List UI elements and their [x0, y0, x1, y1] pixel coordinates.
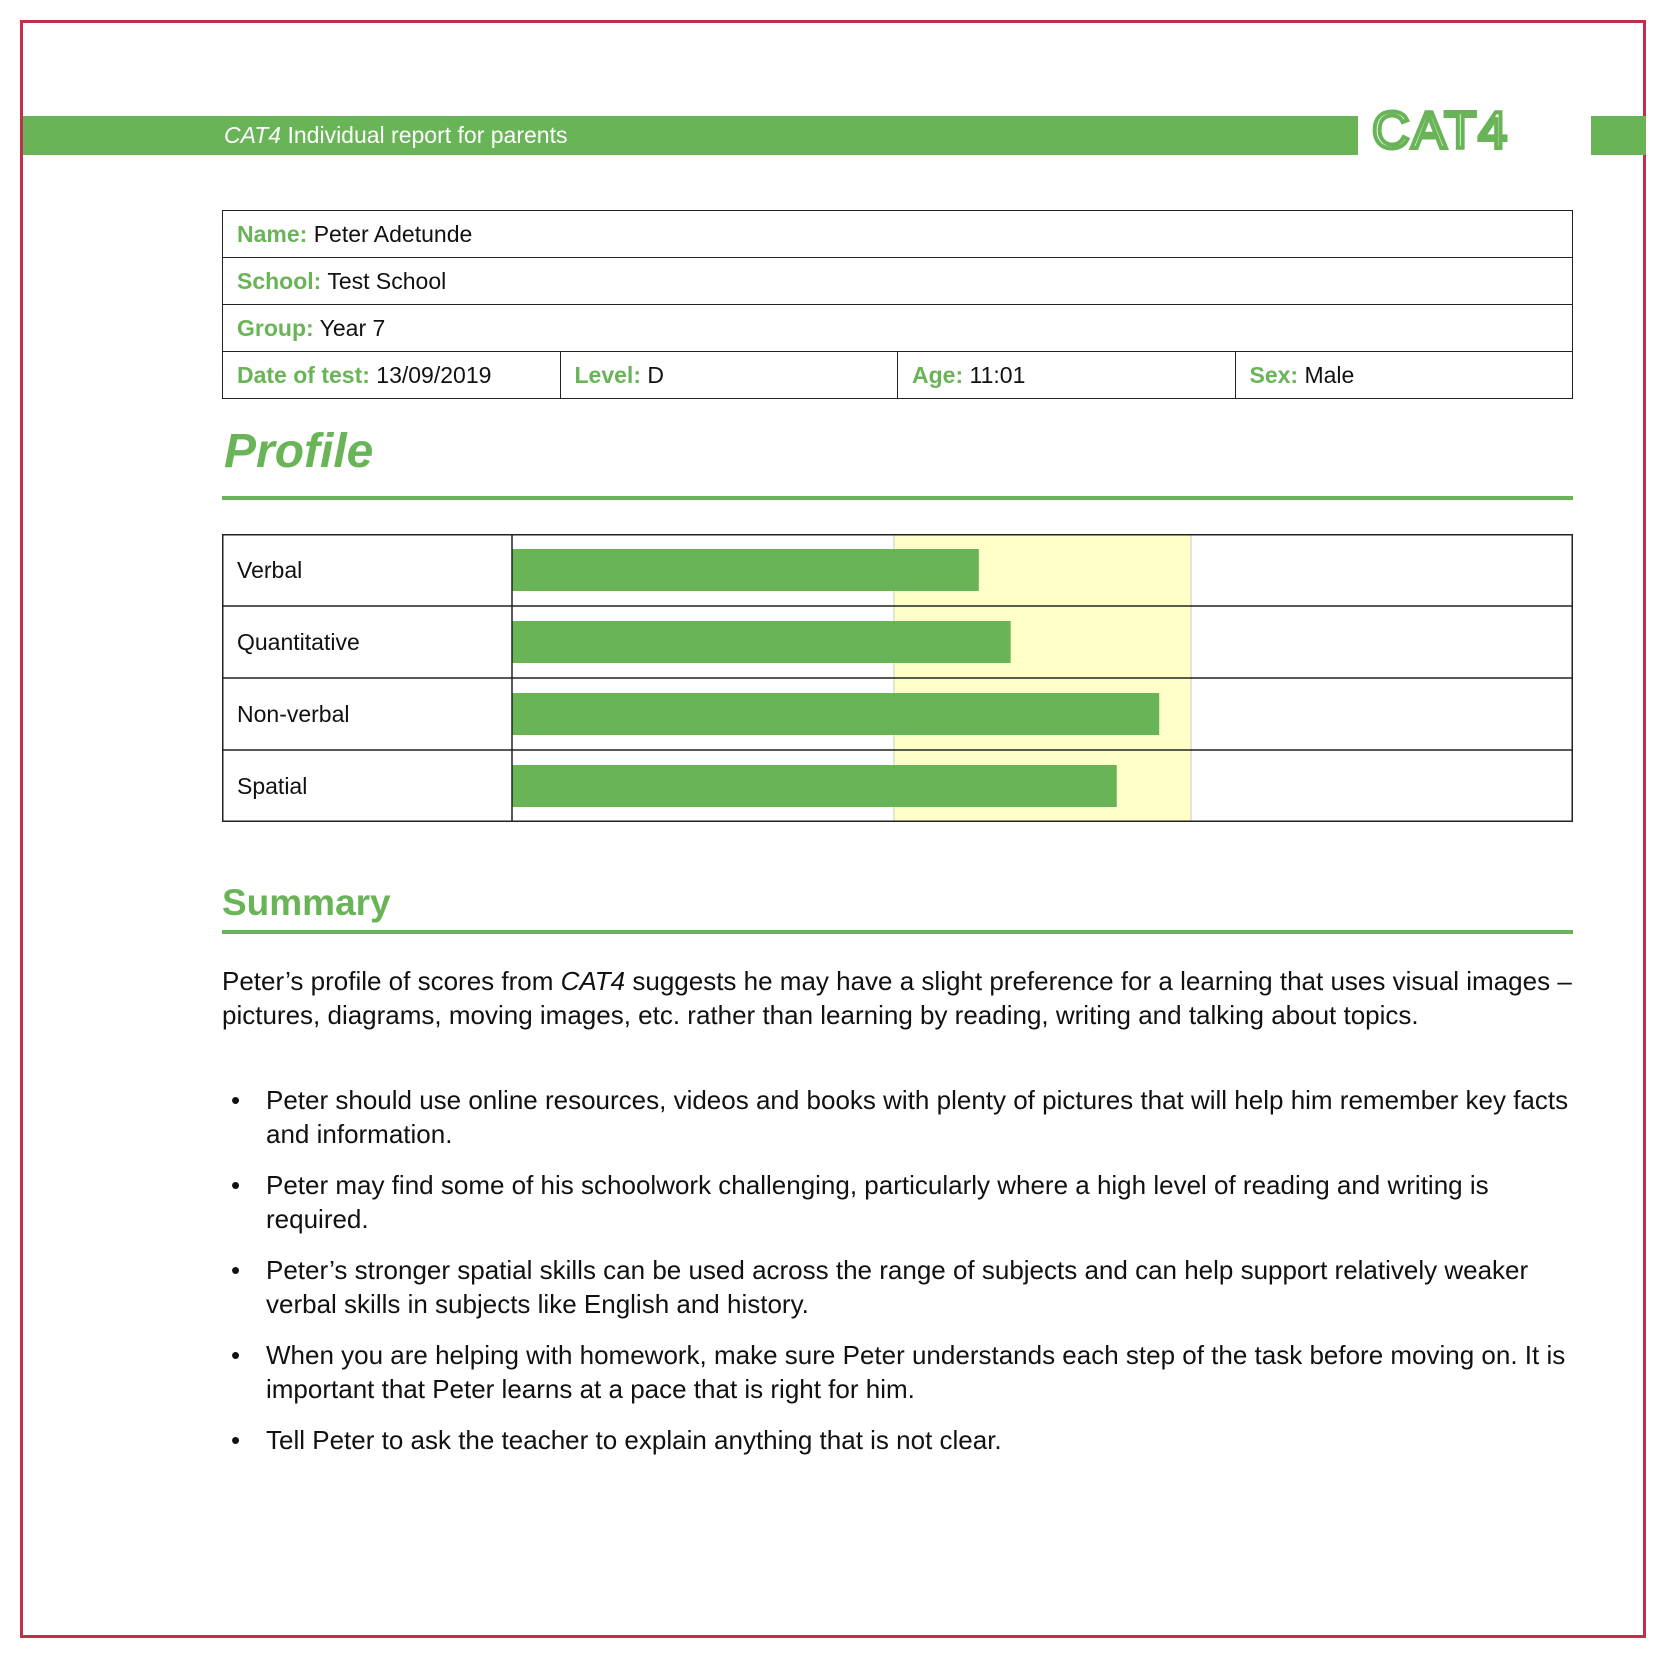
school-value: Test School [327, 267, 447, 294]
bar-label: Verbal [237, 557, 303, 583]
summary-points [222, 1083, 1582, 1474]
summary-rule [222, 930, 1573, 934]
info-cell-date [223, 352, 561, 399]
report-title-text: Individual report for parents [281, 122, 568, 148]
summary-point-text: Peter’s stronger spatial skills can be used across the range of subjects and can help support relatively weaker verbal skills in subjects like English and history. [266, 1255, 1529, 1319]
group-label: Group: [237, 314, 314, 341]
cat4-logo-text: CAT4 [1372, 102, 1510, 160]
summary-point-text: Peter may find some of his schoolwork challenging, particularly where a high level of reading and writing is required. [266, 1170, 1489, 1234]
age-value: 11:01 [969, 361, 1026, 388]
bar [512, 693, 1159, 735]
summary-point [222, 1423, 1582, 1457]
info-cell-name [223, 211, 1573, 258]
report-title [224, 116, 567, 155]
age-label: Age: [912, 361, 964, 388]
summary-intro-start: Peter’s profile of scores from [222, 966, 561, 996]
info-row-details [223, 352, 1573, 399]
report-title-brand: CAT4 [224, 122, 282, 148]
name-label: Name: [237, 220, 308, 247]
profile-chart [222, 534, 1573, 822]
summary-point-text: Tell Peter to ask the teacher to explain anything that is not clear. [266, 1425, 1002, 1455]
summary-point-text: When you are helping with homework, make sure Peter understands each step of the task before moving on. It is important that Peter learns at a pace that is right for him. [266, 1340, 1566, 1404]
group-value: Year 7 [319, 314, 386, 341]
summary-intro [222, 964, 1582, 1032]
summary-point-text: Peter should use online resources, videos and books with plenty of pictures that will help him remember key facts and information. [266, 1085, 1569, 1149]
summary-heading: Summary [222, 882, 391, 923]
date-value: 13/09/2019 [376, 361, 492, 388]
info-row-school [223, 258, 1573, 305]
summary-point [222, 1253, 1582, 1321]
bar-label: Quantitative [237, 629, 360, 655]
date-label: Date of test: [237, 361, 370, 388]
name-value: Peter Adetunde [313, 220, 473, 247]
info-row-group [223, 305, 1573, 352]
header-band-end [1591, 116, 1646, 155]
bullet-icon: • [231, 1340, 241, 1370]
info-cell-sex [1235, 352, 1573, 399]
info-row-name [223, 211, 1573, 258]
info-cell-group [223, 305, 1573, 352]
bar [512, 549, 979, 591]
bar-label: Non-verbal [237, 701, 350, 727]
bar [512, 765, 1117, 807]
bar [512, 621, 1011, 663]
summary-intro-end: suggests he may have a slight preference for a learning that uses visual images – pictures, diagrams, moving images, etc. rather than learning by reading, writing and talking about topics. [222, 966, 1572, 1030]
level-value: D [647, 361, 664, 388]
summary-intro-brand: CAT4 [560, 966, 626, 996]
cat4-logo [1370, 88, 1575, 178]
summary-point [222, 1168, 1582, 1236]
bullet-icon: • [231, 1085, 241, 1115]
summary-point [222, 1338, 1582, 1406]
bullet-icon: • [231, 1255, 241, 1285]
profile-heading: Profile [224, 425, 374, 478]
summary-point [222, 1083, 1582, 1151]
sex-value: Male [1304, 361, 1355, 388]
level-label: Level: [574, 361, 641, 388]
student-info-table [222, 210, 1573, 399]
bullet-icon: • [231, 1425, 241, 1455]
sex-label: Sex: [1249, 361, 1299, 388]
info-cell-age [898, 352, 1236, 399]
profile-rule [222, 496, 1573, 500]
bullet-icon: • [231, 1170, 241, 1200]
info-cell-level [560, 352, 898, 399]
school-label: School: [237, 267, 322, 294]
info-cell-school [223, 258, 1573, 305]
bar-label: Spatial [237, 773, 308, 799]
